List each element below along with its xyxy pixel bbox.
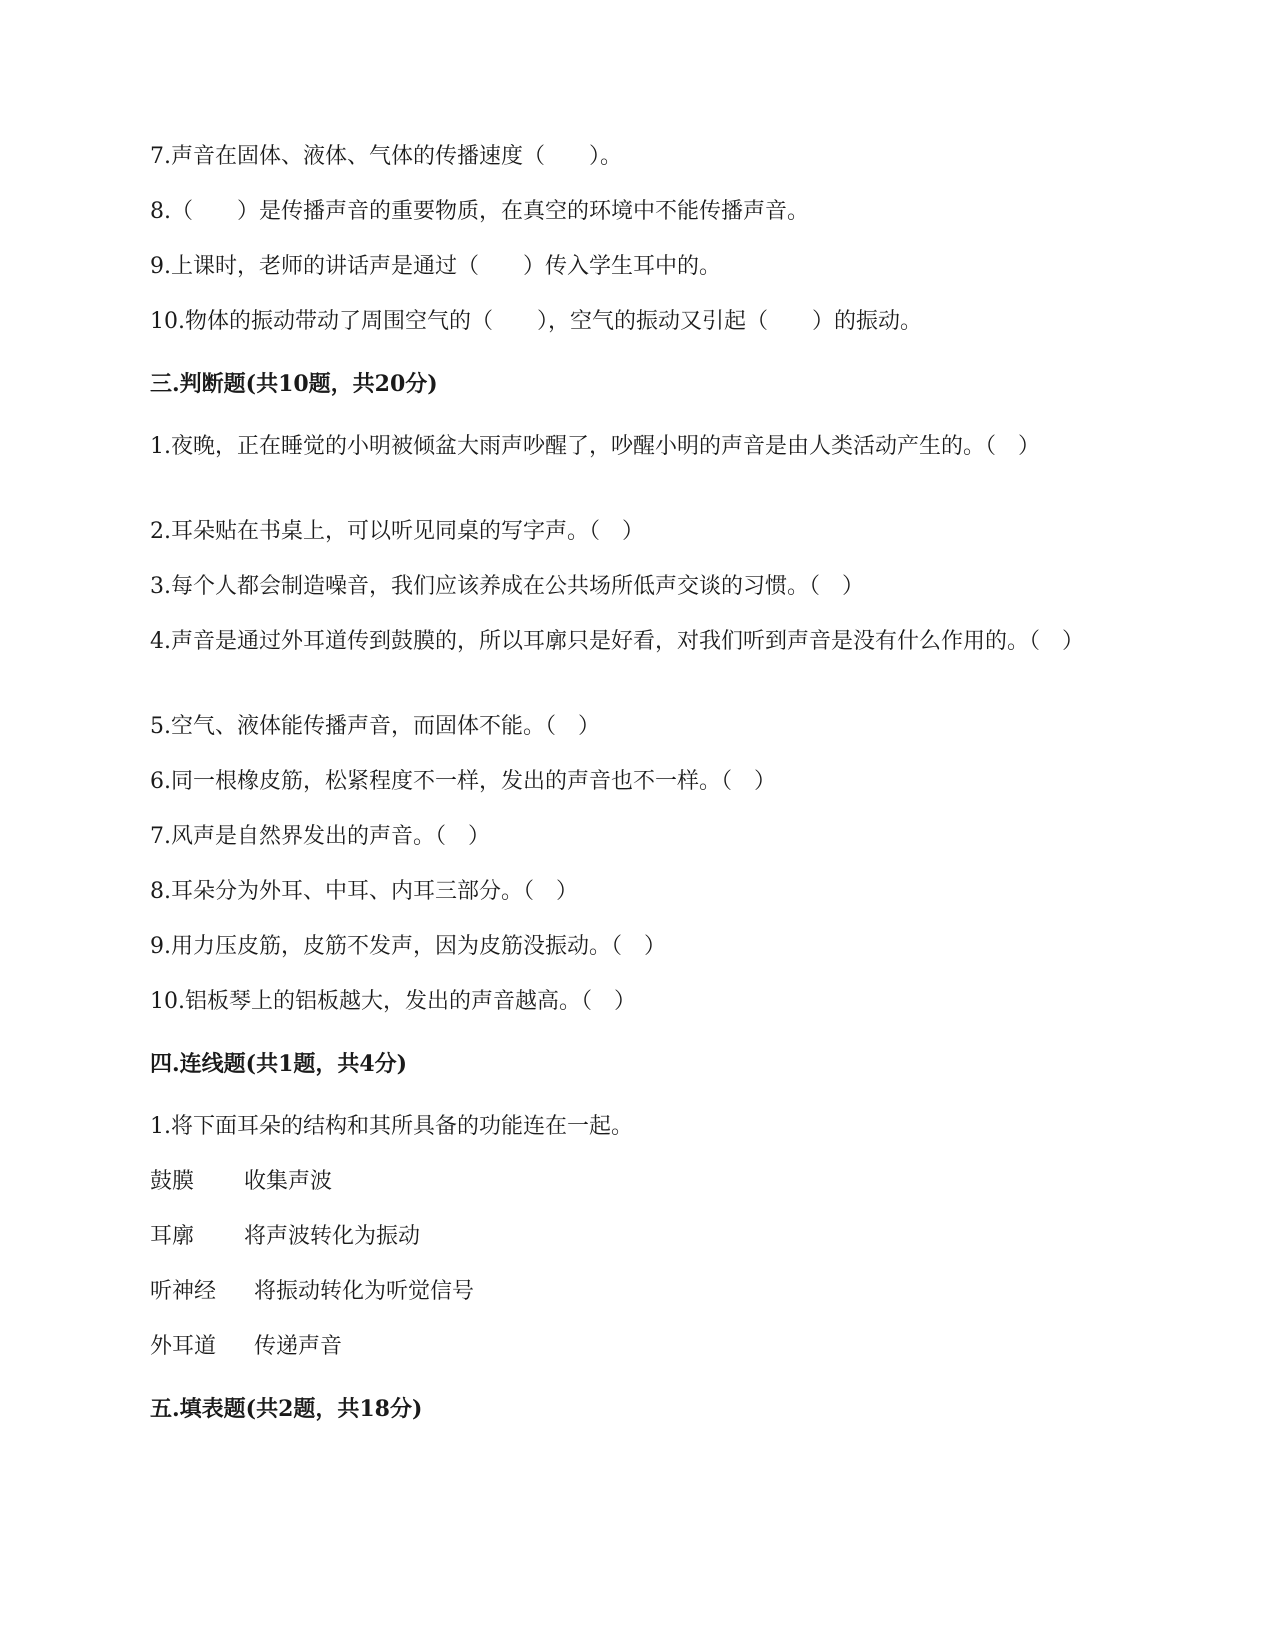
matching-pair [150,1275,1130,1308]
section-heading-matching: 四.连线题(共1题，共4分) [150,1051,408,1077]
matching-pair [150,1165,1130,1198]
matching-question: 1.将下面耳朵的结构和其所具备的功能连在一起。 [150,1114,633,1139]
fill-question-8: 8.（ ）是传播声音的重要物质，在真空的环境中不能传播声音。 [150,199,809,224]
fill-question-7: 7.声音在固体、液体、气体的传播速度（ ）。 [150,144,622,169]
judge-question-5: 5.空气、液体能传播声音，而固体不能。（ ） [150,714,600,739]
section-heading-table: 五.填表题(共2题，共18分) [150,1396,423,1422]
function-label: 传递声音 [254,1334,343,1359]
matching-pair [150,1330,1130,1363]
structure-label: 耳廓 [150,1224,195,1249]
judge-question-9: 9.用力压皮筋，皮筋不发声，因为皮筋没振动。（ ） [150,934,666,959]
structure-label: 听神经 [150,1279,217,1304]
judge-question-6: 6.同一根橡皮筋，松紧程度不一样，发出的声音也不一样。（ ） [150,769,776,794]
judge-question-1: 1.夜晚，正在睡觉的小明被倾盆大雨声吵醒了，吵醒小明的声音是由人类活动产生的。（ ） [150,434,1040,459]
structure-label: 外耳道 [150,1334,217,1359]
matching-pair [150,1220,1130,1253]
function-label: 将振动转化为听觉信号 [254,1279,475,1304]
structure-label: 鼓膜 [150,1169,195,1194]
judge-question-8: 8.耳朵分为外耳、中耳、内耳三部分。（ ） [150,879,578,904]
section-heading-judgement: 三.判断题(共10题，共20分) [150,371,438,397]
judge-question-10: 10.铝板琴上的铝板越大，发出的声音越高。（ ） [150,989,636,1014]
fill-question-10: 10.物体的振动带动了周围空气的（ ），空气的振动又引起（ ）的振动。 [150,309,922,334]
judge-question-3: 3.每个人都会制造噪音，我们应该养成在公共场所低声交谈的习惯。（ ） [150,574,864,599]
judge-question-7: 7.风声是自然界发出的声音。（ ） [150,824,490,849]
function-label: 将声波转化为振动 [244,1224,421,1249]
judge-question-2: 2.耳朵贴在书桌上，可以听见同桌的写字声。（ ） [150,519,644,544]
judge-question-4: 4.声音是通过外耳道传到鼓膜的，所以耳廓只是好看，对我们听到声音是没有什么作用的。（ ） [150,629,1084,654]
fill-question-9: 9.上课时，老师的讲话声是通过（ ）传入学生耳中的。 [150,254,721,279]
function-label: 收集声波 [244,1169,333,1194]
